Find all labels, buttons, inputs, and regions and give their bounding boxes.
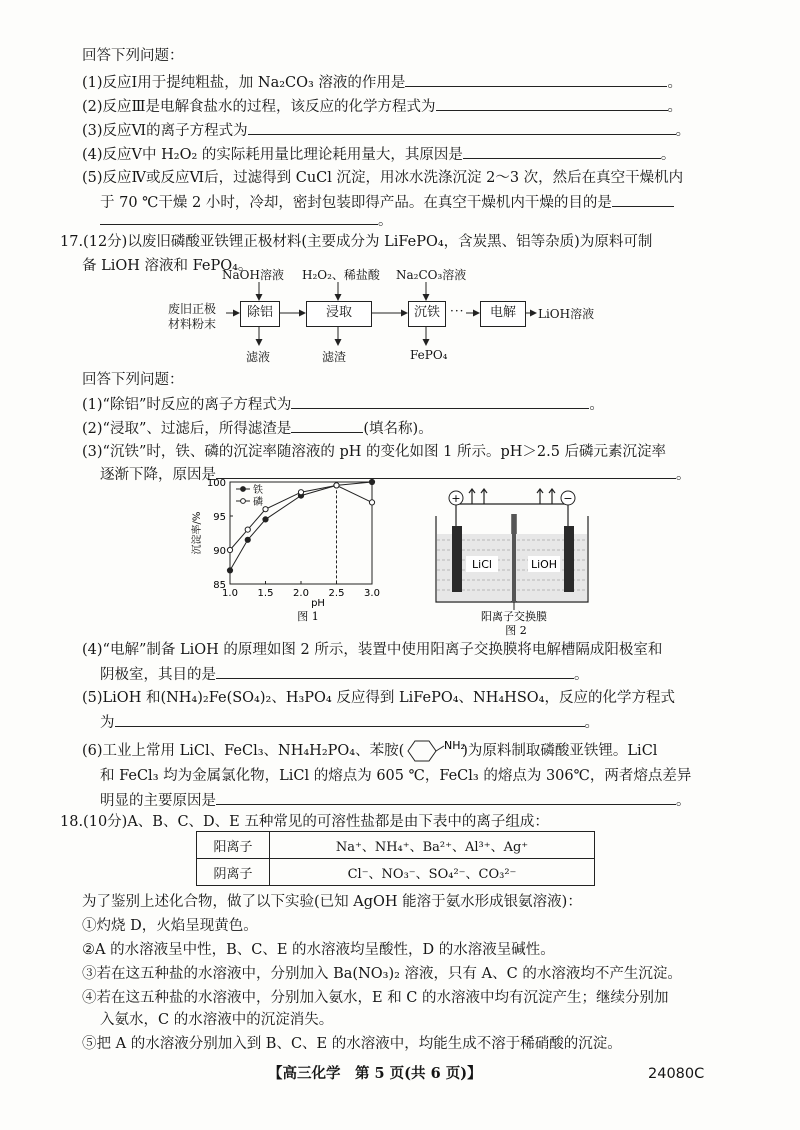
anode-sign: + [451,492,461,505]
q16-1: (1)反应Ⅰ用于提纯粗盐，加 Na₂CO₃ 溶液的作用是 。 [82,72,682,93]
figure-2-caption: 图 2 [505,624,527,637]
q16-2: (2)反应Ⅲ是电解食盐水的过程，该反应的化学方程式为 。 [82,96,682,117]
answer-blank[interactable] [405,72,667,87]
answer-blank[interactable] [100,210,378,225]
q18-exp-5: ⑤把 A 的水溶液分别加入到 B、C、E 的水溶液中，均能生成不溶于稀硝酸的沉淀。 [82,1036,622,1052]
q17-stem-2: 备 LiOH 溶液和 FePO₄。 [82,258,253,274]
flow-product-lioh: LiOH溶液 [538,307,595,321]
svg-text:NH₂: NH₂ [444,739,466,752]
answer-blank[interactable] [216,790,676,805]
y-tick-label: 85 [213,580,226,591]
data-point [263,507,268,512]
q17-5b: 为 。 [100,712,599,733]
x-tick-label: 2.5 [328,588,345,599]
q17-6a: (6)工业上常用 LiCl、FeCl₃、NH₄H₂PO₄、苯胺( NH₂ )为原料制取磷酸亚铁锂。LiCl [82,738,657,764]
data-point [334,483,339,488]
q18-exp-3: ③若在这五种盐的水溶液中，分别加入 Ba(NO₃)₂ 溶液，只有 A、C 的水溶液均不产生沉淀。 [82,966,682,982]
q18-stem: 18.(10分)A、B、C、D、E 五种常见的可溶性盐都是由下表中的离子组成： [60,814,549,830]
x-tick-label: 2.0 [293,588,309,599]
flow-reagent-h2o2-hcl: H₂O₂、稀盐酸 [302,268,380,282]
flow-reagent-na2co3: Na₂CO₃溶液 [396,268,467,282]
q17-5a: (5)LiOH 和(NH₄)₂Fe(SO₄)₂、H₃PO₄ 反应得到 LiFePO₄、NH₄HSO₄，反应的化学方程式 [82,690,675,706]
answer-prompt-17: 回答下列问题： [82,372,184,388]
lioh-label: LiOH [530,558,558,571]
flow-box-remove-al: 除铝 [240,301,280,327]
flow-output-fepo4: FePO₄ [410,348,448,362]
q17-4a: (4)“电解”制备 LiOH 的原理如图 2 所示，装置中使用阳离子交换膜将电解槽隔成阳极室和 [82,642,663,658]
flow-raw-2: 材料粉末 [168,317,217,331]
figure-2-electrolysis [432,486,592,636]
exam-code: 24080C [648,1066,705,1082]
legend-label: 磷 [253,497,263,508]
data-point [245,527,250,532]
flow-output-filtrate: 滤液 [246,350,271,364]
figure-1-chart [190,472,390,622]
answer-blank[interactable] [463,144,661,159]
figure-1-caption: 图 1 [297,610,319,623]
data-point [298,490,303,495]
q17-2: (2)“浸取”、过滤后，所得滤渣是 (填名称)。 [82,418,433,439]
cathode-sign: − [563,492,573,505]
q17-6b: 和 FeCl₃ 均为金属氯化物，LiCl 的熔点为 605 ℃，FeCl₃ 的熔点为 306℃，两者熔点差异 [100,768,692,784]
q16-5a: (5)反应Ⅳ或反应Ⅵ后，过滤得到 CuCl 沉淀，用冰水洗涤沉淀 2～3 次，然后在真空干燥机内 [82,170,684,186]
y-tick-label: 95 [213,512,226,523]
data-point [263,517,268,522]
table-row [197,859,595,886]
answer-blank[interactable] [291,394,589,409]
q17-3b: 逐渐下降，原因是 。 [100,464,691,485]
y-tick-label: 100 [206,478,226,489]
q18-exp-4b: 入氨水，C 的水溶液中的沉淀消失。 [100,1012,334,1028]
answer-prompt-16: 回答下列问题： [82,48,184,64]
q17-1: (1)“除铝”时反应的离子方程式为 。 [82,394,604,415]
legend-marker [241,499,246,504]
y-tick-label: 90 [213,546,226,557]
data-point [227,568,232,573]
q18-intro: 为了鉴别上述化合物，做了以下实验(已知 AgOH 能溶于氨水形成银氨溶液)： [82,894,582,910]
ion-table [196,831,595,886]
cation-list: Na⁺、NH₄⁺、Ba²⁺、Al³⁺、Ag⁺ [270,832,595,859]
flow-box-electrolysis: 电解 [480,301,526,327]
q16-4: (4)反应Ⅴ中 H₂O₂ 的实际耗用量比理论耗用量大，其原因是 。 [82,144,675,165]
q18-exp-2: ②A 的水溶液呈中性，B、C、E 的水溶液均呈酸性，D 的水溶液呈碱性。 [82,942,555,958]
flow-output-residue: 滤渣 [322,350,347,364]
legend-label: 铁 [253,485,263,496]
q18-exp-4a: ④若在这五种盐的水溶液中，分别加入氨水，E 和 C 的水溶液中均有沉淀产生；继续分别加 [82,990,669,1006]
q17-4b: 阴极室，其目的是 。 [100,664,589,685]
legend-marker [241,487,246,492]
table-head: 阴离子 [197,859,270,886]
q18-exp-1: ①灼烧 D，火焰呈现黄色。 [82,918,258,934]
page-footer: 【高三化学 第 5 页(共 6 页)】 [268,1065,482,1082]
answer-blank[interactable] [115,712,585,727]
answer-blank[interactable] [248,120,676,135]
data-point [369,500,374,505]
answer-blank[interactable] [291,418,363,433]
data-point [227,547,232,552]
data-point [369,479,374,484]
table-head: 阳离子 [197,832,270,859]
x-tick-label: 1.5 [257,588,274,599]
answer-blank[interactable] [612,192,674,207]
flow-dots: ··· [450,304,465,318]
membrane-label: 阳离子交换膜 [481,610,547,623]
q16-5c: 。 [100,210,393,231]
q17-stem-1: 17.(12分)以废旧磷酸亚铁锂正极材料(主要成分为 LiFePO₄，含炭黑、铝等杂质)为原料可制 [60,234,653,250]
answer-blank[interactable] [216,664,574,679]
x-axis-label: pH [311,598,325,609]
y-axis-label: 沉淀率/% [192,511,203,555]
x-tick-label: 1.0 [222,588,238,599]
q16-5b: 于 70 ℃干燥 2 小时，冷却，密封包装即得产品。在真空干燥机内干燥的目的是 [100,192,674,213]
flow-reagent-naoh: NaOH溶液 [222,268,284,282]
table-row [197,832,595,859]
flow-raw-1: 废旧正极 [168,302,217,316]
q16-3: (3)反应Ⅵ的离子方程式为 。 [82,120,690,141]
anion-list: Cl⁻、NO₃⁻、SO₄²⁻、CO₃²⁻ [270,859,595,886]
q17-3a: (3)“沉铁”时，铁、磷的沉淀率随溶液的 pH 的变化如图 1 所示。pH＞2.5 后磷元素沉淀率 [82,444,667,460]
licl-label: LiCl [472,558,492,571]
flow-box-iron: 沉铁 [408,301,446,327]
answer-blank[interactable] [436,96,668,111]
data-point [245,537,250,542]
q17-6c: 明显的主要原因是 。 [100,790,691,811]
flow-box-leach: 浸取 [306,301,372,327]
benzene-ring-icon [404,738,466,764]
x-tick-label: 3.0 [364,588,380,599]
